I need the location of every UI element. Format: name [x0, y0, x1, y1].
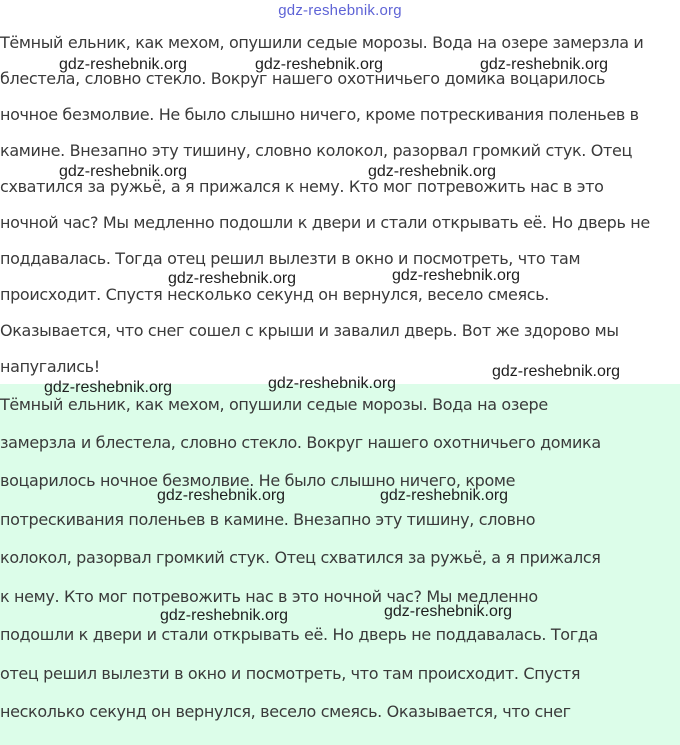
text-line: несколько секунд он вернулся, весело смеясь. Оказывается, что снег — [0, 702, 571, 721]
watermark: gdz-reshebnik.org — [480, 56, 609, 73]
watermark: gdz-reshebnik.org — [160, 607, 289, 624]
text-line: замерзла и блестела, словно стекло. Вокруг нашего охотничьего домика — [0, 433, 601, 452]
text-line: камине. Внезапно эту тишину, словно колокол, разорвал громкий стук. Отец — [0, 141, 633, 160]
watermark: gdz-reshebnik.org — [168, 270, 297, 287]
watermark: gdz-reshebnik.org — [368, 163, 497, 180]
watermark: gdz-reshebnik.org — [268, 375, 397, 392]
watermark: gdz-reshebnik.org — [59, 56, 188, 73]
watermark: gdz-reshebnik.org — [44, 379, 173, 396]
text-line: блестела, словно стекло. Вокруг нашего охотничьего домика воцарилось — [0, 69, 606, 88]
watermark: gdz-reshebnik.org — [255, 56, 384, 73]
watermark: gdz-reshebnik.org — [392, 267, 521, 284]
watermark: gdz-reshebnik.org — [157, 487, 286, 504]
text-line: потрескивания поленьев в камине. Внезапно эту тишину, словно — [0, 510, 536, 529]
text-line: происходит. Спустя несколько секунд он вернулся, весело смеясь. — [0, 285, 550, 304]
watermark: gdz-reshebnik.org — [492, 363, 621, 380]
text-line: к нему. Кто мог потревожить нас в это ночной час? Мы медленно — [0, 587, 538, 606]
text-line: ночной час? Мы медленно подошли к двери и стали открывать её. Но дверь не — [0, 213, 650, 232]
text-line: Тёмный ельник, как мехом, опушили седые морозы. Вода на озере — [0, 395, 548, 414]
watermark: gdz-reshebnik.org — [59, 163, 188, 180]
text-line: напугались! — [0, 357, 100, 376]
text-line: ночное безмолвие. Не было слышно ничего, кроме потрескивания поленьев в — [0, 105, 639, 124]
text-line: воцарилось ночное безмолвие. Не было слышно ничего, кроме — [0, 471, 516, 490]
site-name[interactable]: gdz-reshebnik.org — [278, 2, 402, 19]
text-line: подошли к двери и стали открывать её. Но дверь не поддавалась. Тогда — [0, 625, 598, 644]
text-line: схватился за ружьё, а я прижался к нему. Кто мог потревожить нас в это — [0, 177, 604, 196]
text-block-2 — [0, 384, 680, 745]
text-line: поддавалась. Тогда отец решил вылезти в окно и посмотреть, что там — [0, 249, 581, 268]
site-header — [0, 0, 680, 26]
text-line: колокол, разорвал громкий стук. Отец схватился за ружьё, а я прижался — [0, 548, 601, 567]
watermark: gdz-reshebnik.org — [384, 603, 513, 620]
text-line: Оказывается, что снег сошел с крыши и завалил дверь. Вот же здорово мы — [0, 321, 619, 340]
watermark: gdz-reshebnik.org — [380, 487, 509, 504]
text-line: Тёмный ельник, как мехом, опушили седые морозы. Вода на озере замерзла и — [0, 33, 644, 52]
text-line: отец решил вылезти в окно и посмотреть, что там происходит. Спустя — [0, 664, 581, 683]
